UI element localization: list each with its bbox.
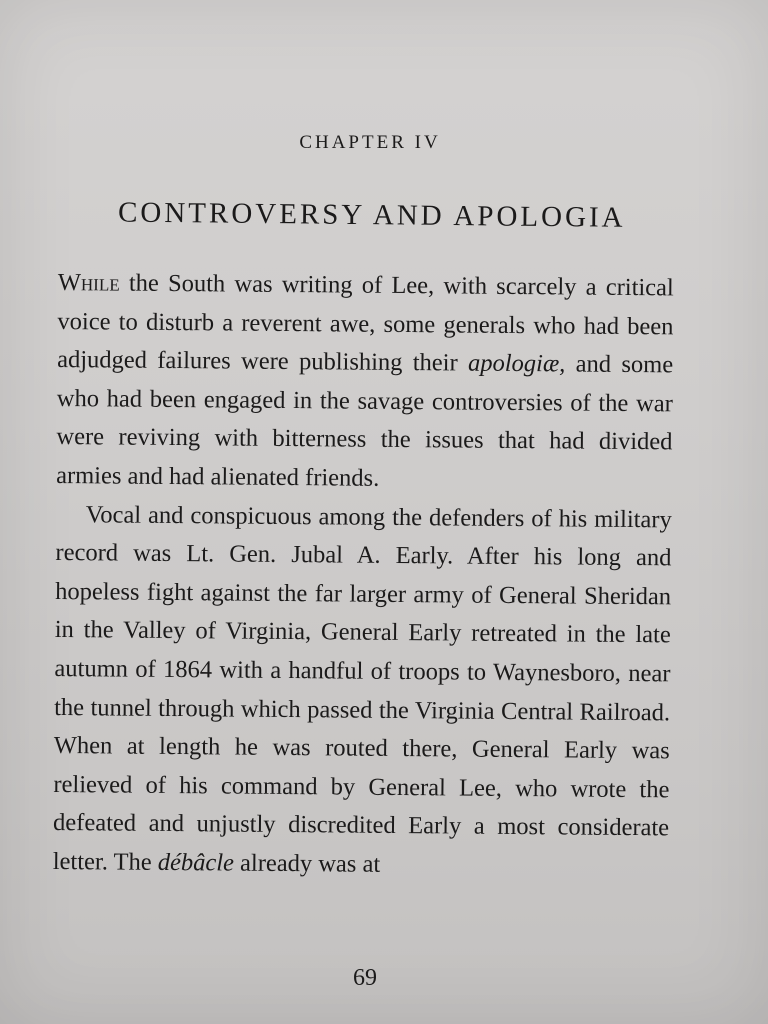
body-text: [53, 264, 674, 887]
lead-word: While: [57, 268, 120, 297]
page-number: 69: [353, 965, 377, 991]
paragraph-2-italic: débâcle: [157, 848, 235, 877]
paragraph-2: [53, 496, 672, 887]
paragraph-2-text-2: already was at: [233, 849, 381, 878]
chapter-label: CHAPTER IV: [299, 132, 441, 153]
paragraph-1-text-2: and some who had been engaged in the savage controversies of the war were reviving with bitterness the issues that had divided armies and had alienated friends.: [56, 350, 674, 492]
paragraph-1: [56, 264, 674, 501]
paragraph-1-italic: apologiæ,: [467, 349, 566, 378]
chapter-title: CONTROVERSY AND APOLOGIA: [117, 196, 626, 234]
paragraph-2-text-1: Vocal and conspicuous among the defenders of his military record was Lt. Gen. Jubal A. Early. After his long and hopeless fight against the far larger army of General Sheridan in the Valley of Virginia, General Early retreated in the late autumn of 1864 with a handful of troops to Waynesboro, near the tunnel through which passed the Virginia Central Railroad. When at length he was routed there, General Early was relieved of his command by General Lee, who wrote the defeated and unjustly discredited Early a most considerate letter. The: [52, 500, 672, 876]
paragraph-1-text-1: the South was writing of Lee, with scarcely a critical voice to disturb a reverent awe, some generals who had been adjudged failures were publishing their: [57, 269, 674, 377]
